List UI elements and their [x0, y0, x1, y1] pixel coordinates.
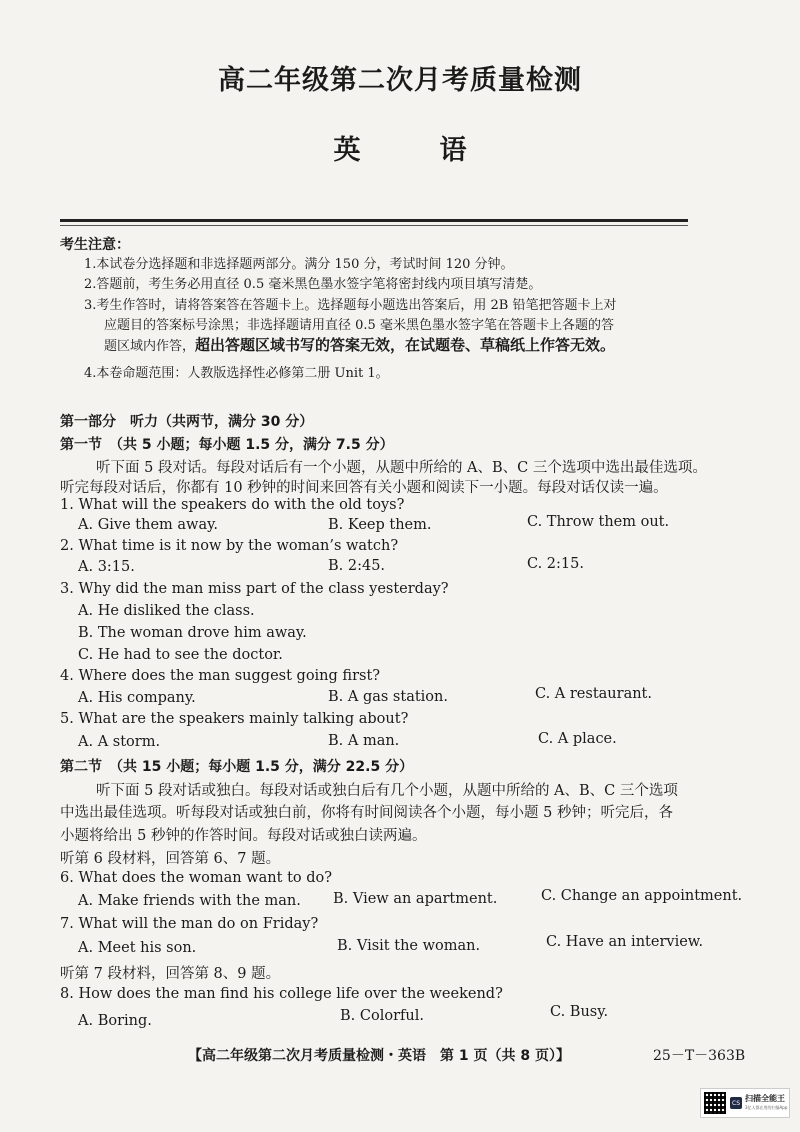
q8-option-a: A. Boring.	[78, 1013, 152, 1029]
material-7-label: 听第 7 段材料，回答第 8、9 题。	[60, 966, 281, 982]
q3-option-b: B. The woman drove him away.	[78, 625, 307, 641]
q7-option-c: C. Have an interview.	[546, 934, 704, 950]
question-7: 7. What will the man do on Friday?	[60, 916, 319, 932]
q3-option-a: A. He disliked the class.	[78, 603, 255, 619]
notice-item-3: 3.考生作答时，请将答案答在答题卡上。选择题每小题选出答案后，用 2B 铅笔把答题卡上对	[84, 298, 617, 313]
watermark-name: 扫描全能王	[745, 1094, 785, 1103]
q1-option-a: A. Give them away.	[78, 517, 218, 533]
q7-option-b: B. Visit the woman.	[337, 938, 481, 954]
q8-option-c: C. Busy.	[550, 1004, 609, 1020]
q2-option-b: B. 2:45.	[328, 558, 386, 574]
question-4: 4. Where does the man suggest going first?	[60, 668, 381, 684]
q8-option-b: B. Colorful.	[340, 1008, 424, 1024]
camscanner-logo-icon: CS	[730, 1097, 742, 1109]
divider-thin	[60, 225, 688, 226]
q5-option-b: B. A man.	[328, 733, 400, 749]
paper-code: 25－T－363B	[653, 1048, 746, 1064]
q2-option-c: C. 2:15.	[527, 556, 584, 572]
q6-option-a: A. Make friends with the man.	[78, 893, 301, 909]
question-2: 2. What time is it now by the woman’s watch?	[60, 538, 399, 554]
scanner-watermark	[700, 1088, 790, 1118]
notice-item-3-end	[104, 336, 714, 356]
q4-option-a: A. His company.	[78, 690, 196, 706]
q1-option-b: B. Keep them.	[328, 517, 432, 533]
exam-title: 高二年级第二次月考质量检测	[218, 65, 582, 96]
notice-emphasis: 超出答题区域书写的答案无效，在试题卷、草稿纸上作答无效。	[195, 336, 616, 354]
section1-instruction-1: 听下面 5 段对话。每段对话后有一个小题，从题中所给的 A、B、C 三个选项中选出最佳选项。	[96, 460, 707, 476]
question-1: 1. What will the speakers do with the old toys?	[60, 497, 405, 513]
qr-code-icon	[704, 1092, 726, 1114]
section2-instruction-3: 小题将给出 5 秒钟的作答时间。每段对话或独白读两遍。	[60, 828, 427, 844]
notice-item-4: 4.本卷命题范围：人教版选择性必修第二册 Unit 1。	[84, 366, 389, 381]
q3-option-c: C. He had to see the doctor.	[78, 647, 283, 663]
q1-option-c: C. Throw them out.	[527, 514, 670, 530]
q5-option-c: C. A place.	[538, 731, 617, 747]
page-footer: 【高二年级第二次月考质量检测・英语 第 1 页（共 8 页）】	[188, 1048, 570, 1064]
watermark-text	[745, 1094, 787, 1112]
notice-item-2: 2.答题前，考生务必用直径 0.5 毫米黑色墨水签字笔将密封线内项目填写清楚。	[84, 277, 542, 292]
watermark-subtitle: 3亿人都在用的扫描App	[745, 1105, 788, 1110]
question-6: 6. What does the woman want to do?	[60, 870, 333, 886]
q5-option-a: A. A storm.	[78, 734, 161, 750]
q6-option-c: C. Change an appointment.	[541, 888, 743, 904]
q6-option-b: B. View an apartment.	[333, 891, 498, 907]
q2-option-a: A. 3:15.	[78, 559, 135, 575]
question-5: 5. What are the speakers mainly talking about?	[60, 711, 409, 727]
divider-thick	[60, 219, 688, 222]
section1-heading: 第一节 （共 5 小题；每小题 1.5 分，满分 7.5 分）	[60, 437, 394, 453]
material-6-label: 听第 6 段材料，回答第 6、7 题。	[60, 851, 281, 867]
notice-item-3-tail: 题区域内作答，	[104, 339, 196, 354]
q4-option-b: B. A gas station.	[328, 689, 448, 705]
notice-item-1: 1.本试卷分选择题和非选择题两部分。满分 150 分，考试时间 120 分钟。	[84, 257, 514, 272]
section2-heading: 第二节 （共 15 小题；每小题 1.5 分，满分 22.5 分）	[60, 759, 414, 775]
q7-option-a: A. Meet his son.	[78, 940, 197, 956]
question-3: 3. Why did the man miss part of the class yesterday?	[60, 581, 449, 597]
subject-title: 英 语	[333, 135, 493, 166]
notice-heading: 考生注意：	[60, 237, 130, 253]
section2-instruction-1: 听下面 5 段对话或独白。每段对话或独白后有几个小题，从题中所给的 A、B、C 三个选项	[96, 783, 678, 799]
part1-heading: 第一部分 听力（共两节，满分 30 分）	[60, 414, 314, 430]
section2-instruction-2: 中选出最佳选项。听每段对话或独白前，你将有时间阅读各个小题，每小题 5 秒钟；听完后，各	[60, 805, 673, 821]
q4-option-c: C. A restaurant.	[535, 686, 652, 702]
notice-item-3-cont: 应题目的答案标号涂黑；非选择题请用直径 0.5 毫米黑色墨水签字笔在答题卡上各题的答	[104, 318, 614, 333]
section1-instruction-2: 听完每段对话后，你都有 10 秒钟的时间来回答有关小题和阅读下一小题。每段对话仅读一遍。	[60, 480, 668, 496]
question-8: 8. How does the man find his college life over the weekend?	[60, 986, 503, 1002]
